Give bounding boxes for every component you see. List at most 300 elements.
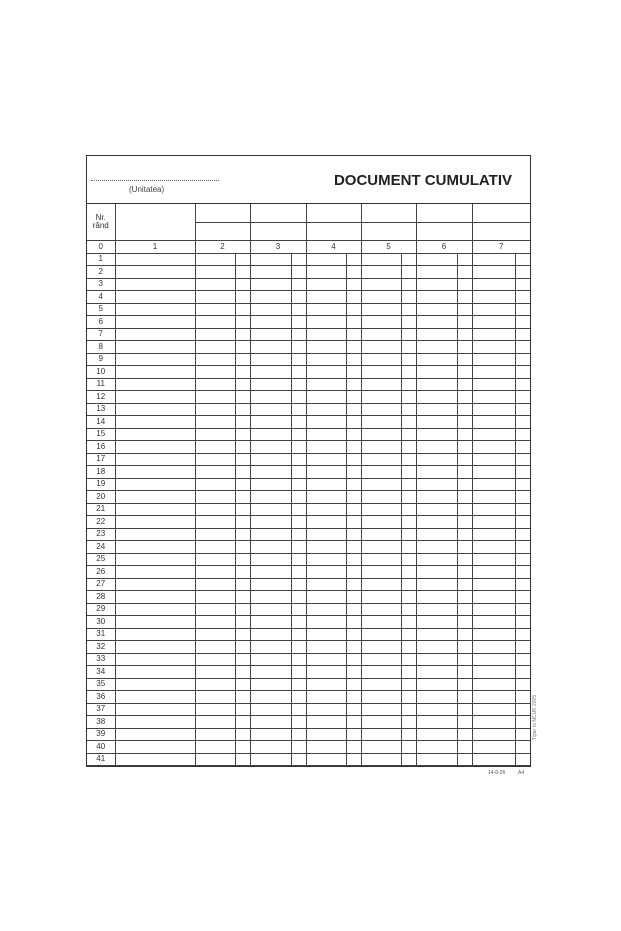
table-cell[interactable] bbox=[515, 628, 530, 641]
table-cell[interactable] bbox=[195, 666, 235, 679]
table-cell[interactable] bbox=[115, 428, 195, 441]
table-cell[interactable] bbox=[115, 553, 195, 566]
table-cell[interactable] bbox=[472, 353, 515, 366]
table-cell[interactable] bbox=[250, 466, 291, 479]
table-cell[interactable] bbox=[235, 553, 250, 566]
table-cell[interactable] bbox=[515, 678, 530, 691]
table-cell[interactable] bbox=[472, 653, 515, 666]
table-cell[interactable] bbox=[346, 253, 361, 266]
table-cell[interactable] bbox=[195, 603, 235, 616]
table-cell[interactable] bbox=[401, 491, 416, 504]
table-cell[interactable] bbox=[472, 391, 515, 404]
table-cell[interactable] bbox=[250, 416, 291, 429]
table-cell[interactable] bbox=[195, 728, 235, 741]
table-cell[interactable] bbox=[291, 591, 306, 604]
table-cell[interactable] bbox=[346, 328, 361, 341]
table-cell[interactable] bbox=[515, 578, 530, 591]
table-cell[interactable] bbox=[361, 291, 401, 304]
table-cell[interactable] bbox=[235, 316, 250, 329]
table-cell[interactable] bbox=[291, 478, 306, 491]
table-cell[interactable] bbox=[115, 391, 195, 404]
table-cell[interactable] bbox=[457, 628, 472, 641]
table-cell[interactable] bbox=[115, 666, 195, 679]
table-cell[interactable] bbox=[401, 316, 416, 329]
table-cell[interactable] bbox=[115, 728, 195, 741]
table-cell[interactable] bbox=[291, 378, 306, 391]
table-cell[interactable] bbox=[361, 403, 401, 416]
table-cell[interactable] bbox=[361, 316, 401, 329]
table-cell[interactable] bbox=[346, 728, 361, 741]
table-cell[interactable] bbox=[416, 341, 457, 354]
table-cell[interactable] bbox=[515, 453, 530, 466]
table-cell[interactable] bbox=[401, 691, 416, 704]
table-cell[interactable] bbox=[416, 591, 457, 604]
table-cell[interactable] bbox=[235, 328, 250, 341]
table-cell[interactable] bbox=[472, 266, 515, 279]
table-cell[interactable] bbox=[306, 453, 346, 466]
table-cell[interactable] bbox=[472, 403, 515, 416]
table-cell[interactable] bbox=[291, 628, 306, 641]
table-cell[interactable] bbox=[115, 378, 195, 391]
table-cell[interactable] bbox=[346, 528, 361, 541]
table-cell[interactable] bbox=[235, 466, 250, 479]
table-cell[interactable] bbox=[346, 478, 361, 491]
table-cell[interactable] bbox=[361, 378, 401, 391]
table-cell[interactable] bbox=[195, 391, 235, 404]
table-cell[interactable] bbox=[472, 366, 515, 379]
table-cell[interactable] bbox=[361, 253, 401, 266]
table-cell[interactable] bbox=[416, 378, 457, 391]
table-cell[interactable] bbox=[457, 516, 472, 529]
table-cell[interactable] bbox=[457, 591, 472, 604]
table-cell[interactable] bbox=[401, 253, 416, 266]
table-cell[interactable] bbox=[416, 691, 457, 704]
table-cell[interactable] bbox=[195, 291, 235, 304]
table-cell[interactable] bbox=[457, 553, 472, 566]
table-cell[interactable] bbox=[291, 441, 306, 454]
table-cell[interactable] bbox=[195, 428, 235, 441]
table-cell[interactable] bbox=[115, 628, 195, 641]
table-cell[interactable] bbox=[361, 691, 401, 704]
table-cell[interactable] bbox=[401, 716, 416, 729]
table-cell[interactable] bbox=[250, 353, 291, 366]
table-cell[interactable] bbox=[472, 291, 515, 304]
table-cell[interactable] bbox=[346, 428, 361, 441]
table-cell[interactable] bbox=[472, 553, 515, 566]
unit-fill-line[interactable] bbox=[91, 180, 219, 181]
table-cell[interactable] bbox=[306, 516, 346, 529]
table-cell[interactable] bbox=[250, 366, 291, 379]
table-cell[interactable] bbox=[472, 741, 515, 754]
table-cell[interactable] bbox=[235, 653, 250, 666]
table-cell[interactable] bbox=[416, 553, 457, 566]
table-cell[interactable] bbox=[235, 416, 250, 429]
table-cell[interactable] bbox=[416, 678, 457, 691]
table-cell[interactable] bbox=[346, 716, 361, 729]
table-cell[interactable] bbox=[250, 316, 291, 329]
table-cell[interactable] bbox=[416, 441, 457, 454]
table-cell[interactable] bbox=[515, 528, 530, 541]
table-cell[interactable] bbox=[346, 703, 361, 716]
table-cell[interactable] bbox=[346, 516, 361, 529]
table-cell[interactable] bbox=[472, 628, 515, 641]
table-cell[interactable] bbox=[416, 328, 457, 341]
table-cell[interactable] bbox=[457, 403, 472, 416]
table-cell[interactable] bbox=[346, 678, 361, 691]
table-cell[interactable] bbox=[416, 491, 457, 504]
table-cell[interactable] bbox=[346, 753, 361, 766]
table-cell[interactable] bbox=[361, 616, 401, 629]
table-cell[interactable] bbox=[361, 478, 401, 491]
table-cell[interactable] bbox=[457, 603, 472, 616]
table-cell[interactable] bbox=[235, 453, 250, 466]
table-cell[interactable] bbox=[361, 653, 401, 666]
table-cell[interactable] bbox=[250, 341, 291, 354]
table-cell[interactable] bbox=[361, 728, 401, 741]
table-cell[interactable] bbox=[195, 353, 235, 366]
table-cell[interactable] bbox=[346, 591, 361, 604]
column-header-top[interactable] bbox=[250, 204, 306, 223]
table-cell[interactable] bbox=[235, 441, 250, 454]
table-cell[interactable] bbox=[250, 391, 291, 404]
table-cell[interactable] bbox=[401, 303, 416, 316]
table-cell[interactable] bbox=[306, 616, 346, 629]
table-cell[interactable] bbox=[401, 628, 416, 641]
table-cell[interactable] bbox=[306, 353, 346, 366]
table-cell[interactable] bbox=[416, 428, 457, 441]
table-cell[interactable] bbox=[235, 691, 250, 704]
table-cell[interactable] bbox=[361, 666, 401, 679]
table-cell[interactable] bbox=[515, 591, 530, 604]
table-cell[interactable] bbox=[472, 516, 515, 529]
table-cell[interactable] bbox=[401, 391, 416, 404]
table-cell[interactable] bbox=[472, 528, 515, 541]
table-cell[interactable] bbox=[235, 678, 250, 691]
table-cell[interactable] bbox=[515, 728, 530, 741]
table-cell[interactable] bbox=[346, 466, 361, 479]
column-header-bottom[interactable] bbox=[306, 223, 361, 241]
table-cell[interactable] bbox=[195, 541, 235, 554]
table-cell[interactable] bbox=[306, 653, 346, 666]
table-cell[interactable] bbox=[515, 516, 530, 529]
table-cell[interactable] bbox=[416, 516, 457, 529]
table-cell[interactable] bbox=[291, 253, 306, 266]
table-cell[interactable] bbox=[472, 591, 515, 604]
table-cell[interactable] bbox=[195, 628, 235, 641]
table-cell[interactable] bbox=[115, 353, 195, 366]
table-cell[interactable] bbox=[291, 391, 306, 404]
table-cell[interactable] bbox=[361, 603, 401, 616]
table-cell[interactable] bbox=[195, 278, 235, 291]
table-cell[interactable] bbox=[361, 366, 401, 379]
table-cell[interactable] bbox=[472, 503, 515, 516]
table-cell[interactable] bbox=[115, 466, 195, 479]
table-cell[interactable] bbox=[401, 291, 416, 304]
table-cell[interactable] bbox=[306, 628, 346, 641]
table-cell[interactable] bbox=[235, 741, 250, 754]
table-cell[interactable] bbox=[306, 541, 346, 554]
table-cell[interactable] bbox=[416, 253, 457, 266]
table-cell[interactable] bbox=[515, 441, 530, 454]
table-cell[interactable] bbox=[291, 616, 306, 629]
table-cell[interactable] bbox=[195, 478, 235, 491]
table-cell[interactable] bbox=[515, 478, 530, 491]
table-cell[interactable] bbox=[291, 453, 306, 466]
table-cell[interactable] bbox=[115, 591, 195, 604]
table-cell[interactable] bbox=[306, 716, 346, 729]
table-cell[interactable] bbox=[457, 303, 472, 316]
table-cell[interactable] bbox=[250, 591, 291, 604]
table-cell[interactable] bbox=[416, 603, 457, 616]
table-cell[interactable] bbox=[195, 416, 235, 429]
table-cell[interactable] bbox=[515, 503, 530, 516]
table-cell[interactable] bbox=[401, 666, 416, 679]
table-cell[interactable] bbox=[291, 553, 306, 566]
table-cell[interactable] bbox=[515, 566, 530, 579]
table-cell[interactable] bbox=[346, 503, 361, 516]
table-cell[interactable] bbox=[515, 641, 530, 654]
table-cell[interactable] bbox=[235, 341, 250, 354]
table-cell[interactable] bbox=[291, 566, 306, 579]
table-cell[interactable] bbox=[235, 641, 250, 654]
table-cell[interactable] bbox=[195, 303, 235, 316]
table-cell[interactable] bbox=[306, 691, 346, 704]
table-cell[interactable] bbox=[115, 703, 195, 716]
column-header-top[interactable] bbox=[195, 204, 250, 223]
column-header-bottom[interactable] bbox=[250, 223, 306, 241]
table-cell[interactable] bbox=[401, 378, 416, 391]
table-cell[interactable] bbox=[195, 591, 235, 604]
table-cell[interactable] bbox=[195, 741, 235, 754]
table-cell[interactable] bbox=[306, 328, 346, 341]
table-cell[interactable] bbox=[346, 378, 361, 391]
table-cell[interactable] bbox=[306, 641, 346, 654]
table-cell[interactable] bbox=[235, 703, 250, 716]
table-cell[interactable] bbox=[457, 278, 472, 291]
table-cell[interactable] bbox=[115, 541, 195, 554]
table-cell[interactable] bbox=[195, 328, 235, 341]
table-cell[interactable] bbox=[346, 366, 361, 379]
table-cell[interactable] bbox=[306, 403, 346, 416]
table-cell[interactable] bbox=[515, 666, 530, 679]
table-cell[interactable] bbox=[235, 403, 250, 416]
table-cell[interactable] bbox=[472, 416, 515, 429]
table-cell[interactable] bbox=[361, 266, 401, 279]
table-cell[interactable] bbox=[515, 378, 530, 391]
table-cell[interactable] bbox=[472, 303, 515, 316]
table-cell[interactable] bbox=[361, 428, 401, 441]
table-cell[interactable] bbox=[250, 503, 291, 516]
table-cell[interactable] bbox=[457, 391, 472, 404]
table-cell[interactable] bbox=[361, 466, 401, 479]
table-cell[interactable] bbox=[195, 716, 235, 729]
table-cell[interactable] bbox=[235, 478, 250, 491]
table-cell[interactable] bbox=[416, 566, 457, 579]
table-cell[interactable] bbox=[291, 491, 306, 504]
table-cell[interactable] bbox=[306, 553, 346, 566]
table-cell[interactable] bbox=[250, 641, 291, 654]
table-cell[interactable] bbox=[346, 566, 361, 579]
table-cell[interactable] bbox=[306, 253, 346, 266]
table-cell[interactable] bbox=[361, 753, 401, 766]
table-cell[interactable] bbox=[472, 328, 515, 341]
table-cell[interactable] bbox=[195, 253, 235, 266]
table-cell[interactable] bbox=[306, 291, 346, 304]
table-cell[interactable] bbox=[291, 528, 306, 541]
table-cell[interactable] bbox=[416, 466, 457, 479]
table-cell[interactable] bbox=[472, 641, 515, 654]
table-cell[interactable] bbox=[291, 541, 306, 554]
table-cell[interactable] bbox=[457, 528, 472, 541]
table-cell[interactable] bbox=[115, 416, 195, 429]
table-cell[interactable] bbox=[346, 291, 361, 304]
table-cell[interactable] bbox=[250, 616, 291, 629]
table-cell[interactable] bbox=[361, 553, 401, 566]
table-cell[interactable] bbox=[235, 353, 250, 366]
table-cell[interactable] bbox=[401, 278, 416, 291]
table-cell[interactable] bbox=[457, 491, 472, 504]
table-cell[interactable] bbox=[250, 628, 291, 641]
table-cell[interactable] bbox=[515, 466, 530, 479]
table-cell[interactable] bbox=[235, 378, 250, 391]
table-cell[interactable] bbox=[235, 391, 250, 404]
table-cell[interactable] bbox=[291, 503, 306, 516]
table-cell[interactable] bbox=[457, 666, 472, 679]
table-cell[interactable] bbox=[472, 578, 515, 591]
table-cell[interactable] bbox=[195, 378, 235, 391]
table-cell[interactable] bbox=[416, 628, 457, 641]
table-cell[interactable] bbox=[346, 391, 361, 404]
table-cell[interactable] bbox=[472, 316, 515, 329]
table-cell[interactable] bbox=[250, 666, 291, 679]
table-cell[interactable] bbox=[416, 716, 457, 729]
table-cell[interactable] bbox=[306, 566, 346, 579]
table-cell[interactable] bbox=[401, 541, 416, 554]
table-cell[interactable] bbox=[416, 703, 457, 716]
table-cell[interactable] bbox=[401, 466, 416, 479]
table-cell[interactable] bbox=[115, 253, 195, 266]
table-cell[interactable] bbox=[115, 716, 195, 729]
table-cell[interactable] bbox=[515, 341, 530, 354]
table-cell[interactable] bbox=[115, 453, 195, 466]
table-cell[interactable] bbox=[361, 641, 401, 654]
table-cell[interactable] bbox=[346, 666, 361, 679]
table-cell[interactable] bbox=[235, 278, 250, 291]
table-cell[interactable] bbox=[195, 453, 235, 466]
table-cell[interactable] bbox=[457, 541, 472, 554]
table-cell[interactable] bbox=[250, 328, 291, 341]
table-cell[interactable] bbox=[346, 453, 361, 466]
table-cell[interactable] bbox=[361, 303, 401, 316]
table-cell[interactable] bbox=[416, 316, 457, 329]
table-cell[interactable] bbox=[401, 366, 416, 379]
table-cell[interactable] bbox=[416, 403, 457, 416]
table-cell[interactable] bbox=[416, 741, 457, 754]
table-cell[interactable] bbox=[115, 328, 195, 341]
table-cell[interactable] bbox=[401, 266, 416, 279]
table-cell[interactable] bbox=[457, 328, 472, 341]
table-cell[interactable] bbox=[346, 316, 361, 329]
column-header-bottom[interactable] bbox=[472, 223, 530, 241]
table-cell[interactable] bbox=[291, 728, 306, 741]
table-cell[interactable] bbox=[306, 666, 346, 679]
table-cell[interactable] bbox=[250, 278, 291, 291]
table-cell[interactable] bbox=[515, 416, 530, 429]
table-cell[interactable] bbox=[361, 628, 401, 641]
table-cell[interactable] bbox=[250, 653, 291, 666]
table-cell[interactable] bbox=[291, 666, 306, 679]
table-cell[interactable] bbox=[401, 703, 416, 716]
table-cell[interactable] bbox=[250, 603, 291, 616]
table-cell[interactable] bbox=[306, 578, 346, 591]
table-cell[interactable] bbox=[515, 753, 530, 766]
table-cell[interactable] bbox=[515, 691, 530, 704]
table-cell[interactable] bbox=[291, 366, 306, 379]
table-cell[interactable] bbox=[235, 628, 250, 641]
table-cell[interactable] bbox=[515, 553, 530, 566]
table-cell[interactable] bbox=[235, 728, 250, 741]
table-cell[interactable] bbox=[250, 691, 291, 704]
table-cell[interactable] bbox=[306, 378, 346, 391]
table-cell[interactable] bbox=[401, 728, 416, 741]
table-cell[interactable] bbox=[195, 366, 235, 379]
table-cell[interactable] bbox=[515, 316, 530, 329]
table-cell[interactable] bbox=[115, 503, 195, 516]
table-cell[interactable] bbox=[346, 691, 361, 704]
table-cell[interactable] bbox=[457, 466, 472, 479]
table-cell[interactable] bbox=[235, 503, 250, 516]
table-cell[interactable] bbox=[250, 253, 291, 266]
table-cell[interactable] bbox=[346, 553, 361, 566]
table-cell[interactable] bbox=[306, 366, 346, 379]
table-cell[interactable] bbox=[457, 616, 472, 629]
table-cell[interactable] bbox=[250, 741, 291, 754]
table-cell[interactable] bbox=[195, 753, 235, 766]
table-cell[interactable] bbox=[401, 528, 416, 541]
table-cell[interactable] bbox=[515, 403, 530, 416]
table-cell[interactable] bbox=[115, 266, 195, 279]
table-cell[interactable] bbox=[515, 291, 530, 304]
table-cell[interactable] bbox=[291, 641, 306, 654]
table-cell[interactable] bbox=[457, 578, 472, 591]
table-cell[interactable] bbox=[115, 691, 195, 704]
table-cell[interactable] bbox=[401, 328, 416, 341]
table-cell[interactable] bbox=[515, 428, 530, 441]
table-cell[interactable] bbox=[361, 528, 401, 541]
column-header-top[interactable] bbox=[306, 204, 361, 223]
table-cell[interactable] bbox=[457, 691, 472, 704]
table-cell[interactable] bbox=[115, 641, 195, 654]
table-cell[interactable] bbox=[472, 678, 515, 691]
table-cell[interactable] bbox=[515, 278, 530, 291]
table-cell[interactable] bbox=[250, 728, 291, 741]
table-cell[interactable] bbox=[346, 628, 361, 641]
table-cell[interactable] bbox=[457, 678, 472, 691]
column-header-bottom[interactable] bbox=[416, 223, 472, 241]
table-cell[interactable] bbox=[291, 678, 306, 691]
table-cell[interactable] bbox=[361, 678, 401, 691]
table-cell[interactable] bbox=[472, 428, 515, 441]
table-cell[interactable] bbox=[361, 566, 401, 579]
table-cell[interactable] bbox=[457, 703, 472, 716]
table-cell[interactable] bbox=[457, 253, 472, 266]
table-cell[interactable] bbox=[401, 591, 416, 604]
table-cell[interactable] bbox=[401, 441, 416, 454]
table-cell[interactable] bbox=[457, 428, 472, 441]
table-cell[interactable] bbox=[472, 441, 515, 454]
table-cell[interactable] bbox=[306, 491, 346, 504]
table-cell[interactable] bbox=[346, 653, 361, 666]
